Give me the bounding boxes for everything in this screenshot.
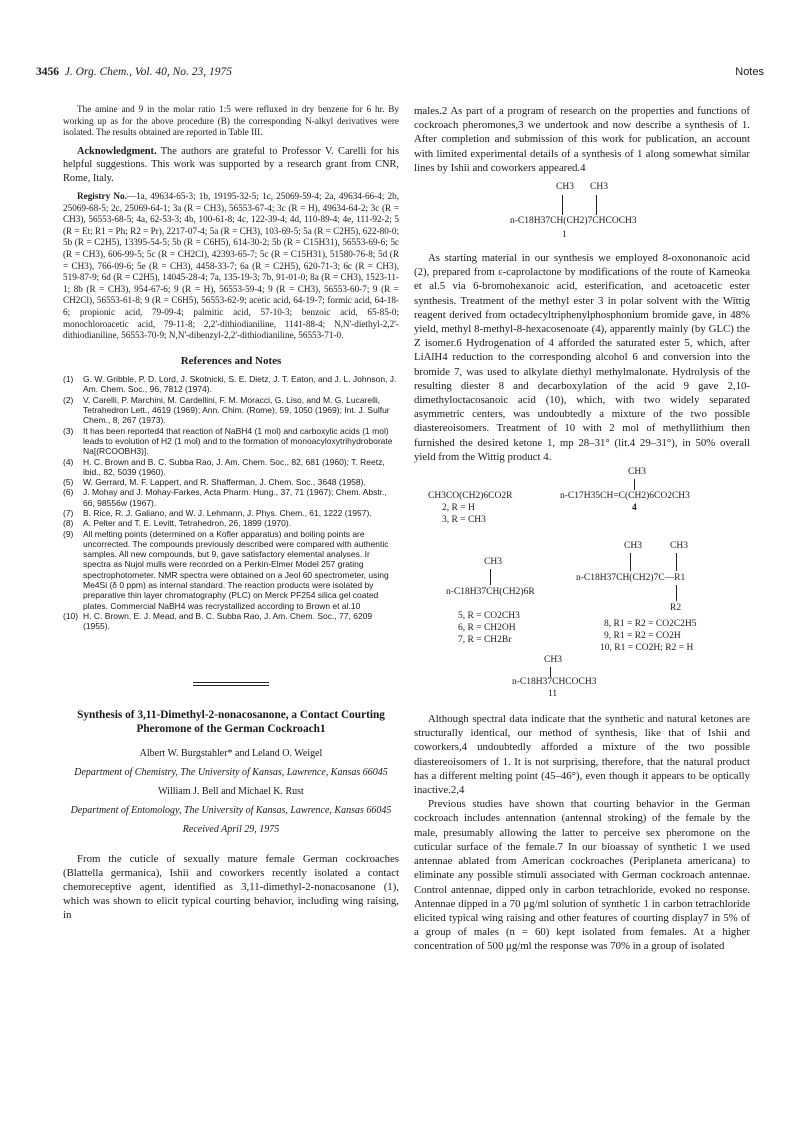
scheme-10-label: 10, R1 = CO2H; R2 = H [600,643,694,654]
scheme-6-label: 6, R = CH2OH [458,623,516,634]
struct1-chain: n-C18H37CH(CH2)7CHCOCH3 [510,216,637,227]
reference-list [63,374,399,631]
scheme-8-label: 8, R1 = R2 = CO2C2H5 [604,619,697,630]
reference-item [63,529,399,611]
reference-number: (2) [63,394,74,405]
reference-item [63,457,399,478]
reference-item [63,518,399,528]
scheme-8-bond-1 [630,553,631,571]
struct1-methyl-2: CH3 [590,182,608,193]
reference-number: (10) [63,610,79,621]
page-number: 3456 [36,66,59,78]
reference-text: All melting points (determined on a Kofler apparatus) and boiling points are uncorrected. The compounds previously described were compared with authentic samples. All new compounds, but 9, gave satisfactory elemental analyses. Ir spectra as Nujol mulls were recorded on a Perkin-Elmer Model 257 grating spectrophotometer. NMR spectra were obtained on a Jeol 60 spectrometer, using Me4Si (δ 0 ppm) as internal standard. The reaction products were isolated by preparative thin layer chromatography (PLC) on Merck PF254 silica gel coated plates. Commercial NaBH4 was recrystallized according to Brown et al.10 [83,528,389,611]
body-paragraph-1: From the cuticle of sexually mature female German cockroaches (Blattella germanica), Ishii and coworkers recently isolated a contact chemoreceptive agent, identified as 3,11-dimethyl-2-nonacosanone (1), which was shown to elicit typical courting behavior, including wing raising, in [63,852,399,922]
registry-label: Registry No. [77,191,127,201]
reference-item [63,487,399,508]
reference-text: B. Rice, R. J. Galiano, and W. J. Lehmann, J. Phys. Chem., 61, 1222 (1957). [83,507,372,518]
scheme-8-formula: n-C18H37CH(CH2)7C—R1 [576,573,686,584]
scheme-9-label: 9, R1 = R2 = CO2H [604,631,681,642]
reference-number: (1) [63,374,74,385]
reference-number: (8) [63,518,74,529]
reference-text: G. W. Gribble, P. D. Lord, J. Skotnicki, S. E. Dietz, J. T. Eaton, and J. L. Johnson, J. Am. Chem. Soc., 96, 7812 (1974). [83,374,397,395]
affiliation-chemistry: Department of Chemistry, The University of Kansas, Lawrence, Kansas 66045 [74,766,388,778]
reference-text: V. Carelli, P. Marchini, M. Cardellini, F. M. Moracci, G. Liso, and M. G. Lucarelli, Tetrahedron Lett., 4619 (1969); Ann. Chim. (Rome), 59, 1050 (1969); Int. J. Sulfur Chem., 8, 267 (1973). [83,394,390,426]
authors-entomology: William J. Bell and Michael K. Rust [158,785,304,797]
running-head [36,66,232,78]
scheme-4-methyl: CH3 [628,467,646,478]
scheme-4-formula: n-C17H35CH=C(CH2)6CO2CH3 [560,491,690,502]
struct1-bond-1 [562,195,563,215]
affiliation-entomology: Department of Entomology, The University of Kansas, Lawrence, Kansas 66045 [70,804,392,816]
reference-text: H. C. Brown and B. C. Subba Rao, J. Am. Chem. Soc., 82, 681 (1960); T. Reetz, ibid., 82, 5039 (1960). [83,456,385,477]
intro-paragraph: The amine and 9 in the molar ratio 1:5 were refluxed in dry benzene for 6 hr. By working up as for the above procedure (B) the corresponding N-alkyl derivatives were isolated. The results obtained are reported in Table III. [63,104,399,138]
references-heading: References and Notes [180,354,282,367]
body-paragraph-4: Although spectral data indicate that the synthetic and natural ketones are structurally identical, our method of synthesis, like that of Ishii and coworkers,4 undoubtedly afforded a mixture of the two possible diastereoisomers of 1. It is not surprising, therefore, that the natural product has a different melting point (45–46°), even though it appears to be optically inactive.2,4 [414,713,750,797]
reference-item [63,611,399,632]
reference-text: W. Gerrard, M. F. Lappert, and R. Shafferman, J. Chem. Soc., 3648 (1958). [83,477,366,488]
reference-text: J. Mohay and J. Mohay-Farkes, Acta Pharm. Hung., 37, 71 (1967); Chem. Abstr., 66, 98556w (1967). [83,487,387,508]
scheme-4-bond [634,479,635,490]
scheme-3-label: 3, R = CH3 [442,515,486,526]
section-label: Notes [735,66,764,78]
body-paragraph-3: As starting material in our synthesis we employed 8-oxononanoic acid (2), prepared from ε-caprolactone by modifications of the route of Kameoka et al.5 via 6-bromohexanoic acid, esterification, and acetoacetic ester synthesis. Treatment of the methyl ester 3 in polar solvent with the Wittig reagent derived from octadecyltriphenylphosphonium bromide gave, in 48% yield, methyl 8-methyl-8-hexacosenoate (4), apparently mainly (by GLC) the Z isomer.6 Hydrogenation of 4 afforded the saturated ester 5, which, after LiAlH4 reduction to the corresponding alcohol 6 and conversion into the bromide 7, was used to alkylate diethyl methylmalonate. Hydrolysis of the resulting diester 8 and decarboxylation of the acid 9 gave 2,10-dimethyloctacosanoic acid (10), which, with two widely separated asymmetric centers, was undoubtedly a mixture of the two possible diastereoisomers. Treatment of 10 with 2 mol of methyllithium then furnished the desired ketone 1, mp 28–31° (lit.4 29–31°), in 50% overall yield from the Wittig product 4. [414,252,750,463]
scheme-8-methyl-2: CH3 [670,541,688,552]
body-paragraph-5: Previous studies have shown that courting behavior in the German cockroach includes antennation (antennal stroking) of the female by the male, presumably allowing the latter to perceive sex pheromone on the cuticular surface of the female.7 In our bioassay of synthetic 1 we used antennae ablated from American cockroaches (Periplaneta americana) to eliminate any possible stimuli associated with German cockroach antennae. Control antennae, dipped only in carbon tetrachloride, evoked no response. Antennae dipped in a 70 μg/ml solution of synthetic 1 in carbon tetrachloride elicited typical wing raising and other features of courting display7 in 5% of a group of males (n = 60) kept isolated from females. At a higher concentration of 500 μg/ml the response was 70% in a group of isolated [414,798,750,953]
scheme-11-methyl: CH3 [544,655,562,666]
reference-item [63,477,399,487]
registry-text: —1a, 49634-65-3; 1b, 19195-32-5; 1c, 25069-59-4; 2a, 49634-66-4; 2b, 25069-68-5; 2c, 25069-64-1; 3a (R = CH3), 56553-67-4; 3c (R = H), 49634-64-2; 3c (R = CH3), 56553-68-5; 4a, 62-53-3; 4b, 100-61-8; 4c, 122-39-4; 4d, 110-89-4; 4e, 111-92-2; 5 (R = Et; R1 = Ph; R2 = Pr), 2217-07-4; 5a (R = CH3), 103-69-5; 5a (R = C2H5), 622-80-0; 5b (R = C2H5), 13395-54-5; 5b (R = C6H5), 614-30-2; 5b (R = C15H31), 56553-69-6; 5c (R = CH3), 606-99-5; 5c (R = CH2Cl), 42393-65-7; 5c (R = C15H31), 51580-76-8; 5d (R = CH3), 766-09-6; 5e (R = CH3), 4458-33-7; 6a (R = C2H5), 620-71-3; 6c (R = CH3), 519-87-9; 6d (R = C2H5), 14045-28-4; 7a, 135-19-3; 7b, 91-01-0; 8a (R = CH3), 1523-11-1; 8b (R = CH3), 954-67-6; 9 (R = H), 56553-59-4; 9 (R = CH3), 56553-60-7; 9 (R = CH2Cl), 56553-61-8; 9 (R = C6H5), 56553-62-9; acetic acid, 64-19-7; formic acid, 64-18-6; propionic acid, 79-09-4; palmitic acid, 57-10-3; benzoic acid, 65-85-0; monochloroacetic acid, 79-11-8; 2,2'-dithiodianiline, 1141-88-4; N,N'-diethyl-2,2'-dithiodianiline, 56553-70-9; N,N'-dibenzyl-2,2'-dithiodianiline, 56553-71-0. [63,191,399,341]
ack-text: The authors are grateful to Professor V. Carelli for his helpful suggestions. This work was supported by a research grant from CNR, Rome, Italy. [63,145,399,184]
acknowledgment [63,145,399,185]
section-divider [193,682,269,686]
scheme-11-label: 11 [548,689,558,700]
reference-item [63,395,399,426]
page-header [36,66,764,84]
journal-citation: J. Org. Chem., Vol. 40, No. 23, 1975 [64,66,233,78]
reference-item [63,508,399,518]
scheme-8-bond-2 [676,553,677,571]
reference-item [63,426,399,457]
scheme-2-formula: CH3CO(CH2)6CO2R [428,491,513,502]
scheme-7-label: 7, R = CH2Br [458,635,512,646]
struct1-methyl-1: CH3 [556,182,574,193]
ack-label: Acknowledgment. [77,145,157,157]
reference-number: (6) [63,487,74,498]
scheme-8-methyl-1: CH3 [624,541,642,552]
reference-text: It has been reported4 that reaction of NaBH4 (1 mol) and carboxylic acids (1 mol) leads to evolution of H2 (1 mol) and to the formation of monoacyloxytrihydroborate Na[(RCOOBH3)]. [83,425,393,457]
reference-number: (7) [63,507,74,518]
reference-item [63,374,399,395]
scheme-8-r2: R2 [670,603,682,614]
reaction-scheme [414,467,750,700]
struct1-label: 1 [562,230,567,241]
scheme-5-methyl: CH3 [484,557,502,568]
structure-1 [414,175,750,251]
received-date: Received April 29, 1975 [182,823,280,835]
reference-number: (9) [63,528,74,539]
right-column [414,104,750,954]
struct1-bond-2 [596,195,597,215]
reference-number: (3) [63,425,74,436]
reference-number: (5) [63,477,74,488]
scheme-2-label: 2, R = H [442,503,475,514]
reference-text: H. C. Brown, E. J. Mead, and B. C. Subba Rao, J. Am. Chem. Soc., 77, 6209 (1955). [83,610,373,632]
registry-numbers [63,191,399,342]
scheme-5-label: 5, R = CO2CH3 [458,611,520,622]
authors-chemistry: Albert W. Burgstahler* and Leland O. Weigel [139,747,323,759]
scheme-8-bond-3 [676,585,677,601]
scheme-5-bond [490,569,491,585]
scheme-11-formula: n-C18H37CHCOCH3 [512,677,597,688]
reference-text: A. Pelter and T. E. Levitt, Tetrahedron, 26, 1899 (1970). [83,518,292,529]
scheme-5-formula: n-C18H37CH(CH2)6R [446,587,535,598]
reference-number: (4) [63,456,74,467]
left-column [63,104,399,923]
body-paragraph-2: males.2 As part of a program of research on the properties and functions of cockroach pheromones,3 we undertook and now describe a synthesis of 1. After completion and submission of this work for publication, an account with limited experimental details of a synthesis of 1 along somewhat similar lines by Ishii and coworkers appeared.4 [414,105,750,174]
scheme-4-label: 4 [632,503,637,514]
article-title: Synthesis of 3,11-Dimethyl-2-nonacosanone, a Contact Courting Pheromone of the German Cockroach1 [77,708,385,736]
